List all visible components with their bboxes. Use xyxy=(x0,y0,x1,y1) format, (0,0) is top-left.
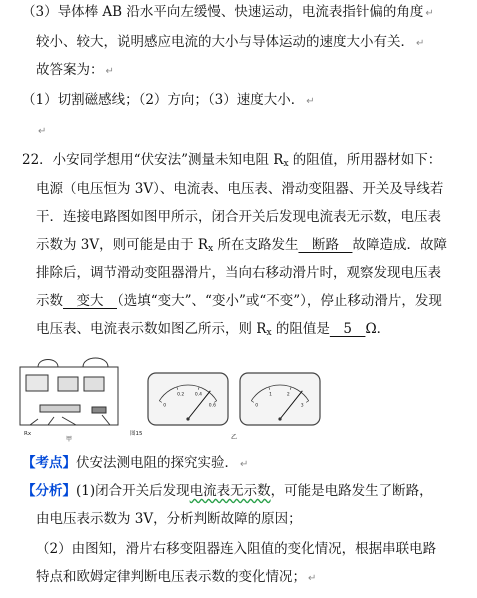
ammeter-tick-label: 0.6 xyxy=(208,403,216,409)
q22-line4-text: 示数为 3V，则可能是由于 R xyxy=(36,237,209,253)
voltmeter-tick-label: 3 xyxy=(300,403,304,409)
ammeter-dial xyxy=(148,373,228,425)
return-mark: ↵ xyxy=(240,459,249,470)
fenxi-line1 xyxy=(22,481,433,501)
fenxi-line2 xyxy=(36,509,302,529)
ammeter-tick-label: 0.2 xyxy=(177,392,185,398)
q22-line1 xyxy=(22,150,441,174)
circuit-diagram-jia xyxy=(20,358,118,425)
q22-line1-text: 22．小安同学想用“伏安法”测量未知电阻 R xyxy=(22,152,284,168)
q22-line7-text-c: Ω． xyxy=(365,321,391,337)
resistor-rx xyxy=(92,407,106,413)
para1-line1-text: （3）导体棒 AB 沿水平向左缓慢、快速运动，电流表指针偏的角度 xyxy=(22,4,424,20)
fenxi-line1-text-b: ，可能是电路发生了断路， xyxy=(270,483,433,499)
voltmeter-tick-label: 2 xyxy=(286,392,290,398)
q22-line5 xyxy=(36,263,441,283)
answer-blank-fault: 断路 xyxy=(298,237,353,253)
q22-line3 xyxy=(36,207,441,227)
circuit-figure xyxy=(18,355,348,445)
fenxi-line1-text: (1)闭合开关后发现 xyxy=(76,483,190,499)
caption-yi: 乙 xyxy=(231,434,238,441)
empty-line xyxy=(36,120,46,142)
ammeter-tick-label: 0 xyxy=(163,403,167,409)
wire-loop xyxy=(83,358,108,367)
fenxi-wavy-text: 电流表无示数 xyxy=(189,483,271,499)
q22-line2-text: 电源（电压恒为 3V）、电流表、电压表、滑动变阻器、开关及导线若 xyxy=(36,181,444,197)
ammeter-needle-hub xyxy=(186,417,189,420)
return-mark: ↵ xyxy=(425,8,434,19)
return-mark: ↵ xyxy=(308,573,317,584)
q22-line6-text-b: （选填“变大”、“变小”或“不变”），停止移动滑片，发现 xyxy=(117,293,442,309)
label-rx: Rx xyxy=(24,431,32,437)
fenxi-line3-text: （2）由图知，滑片右移变阻器连入阻值的变化情况，根据串联电路 xyxy=(36,541,437,557)
q22-line5-text: 排除后，调节滑动变阻器滑片，当向右移动滑片时，观察发现电压表 xyxy=(36,265,441,281)
ammeter-tick-label: 0.4 xyxy=(194,392,203,398)
return-mark: ↵ xyxy=(416,38,425,49)
return-mark: ↵ xyxy=(38,126,47,137)
kaodian-line xyxy=(22,453,248,475)
wire-loop xyxy=(38,360,58,368)
q22-line6-text: 示数 xyxy=(36,293,63,309)
answer-heading: 故答案为： xyxy=(36,62,104,78)
fenxi-line4 xyxy=(36,567,316,589)
voltmeter-tick-label: 1 xyxy=(269,392,272,398)
q22-line7-text: 电压表、电流表示数如图乙所示，则 R xyxy=(36,321,267,337)
para1-line2 xyxy=(36,32,424,54)
fenxi-line4-text: 特点和欧姆定律判断电压表示数的变化情况； xyxy=(36,569,306,585)
q22-line2 xyxy=(36,179,443,199)
voltmeter-tick-label: 0 xyxy=(255,403,259,409)
ammeter-device xyxy=(58,377,78,391)
q22-line6 xyxy=(36,291,442,311)
subscript-x: x xyxy=(208,244,214,254)
subscript-x: x xyxy=(283,159,289,169)
caption-jia: 甲 xyxy=(66,436,73,443)
para1-line1 xyxy=(22,2,434,24)
fenxi-line3 xyxy=(36,539,436,559)
q22-line4-text-c: 故障造成．故障 xyxy=(352,237,447,253)
para1-line4 xyxy=(22,90,315,112)
answer-text: （1）切割磁感线；（2）方向；（3）速度大小． xyxy=(22,92,305,108)
q22-line7 xyxy=(36,319,390,343)
return-mark: ↵ xyxy=(306,96,315,107)
answer-blank-change: 变大 xyxy=(63,293,117,309)
subscript-x: x xyxy=(266,328,272,338)
para1-line3 xyxy=(36,60,114,82)
voltmeter-dial xyxy=(240,373,320,425)
answer-blank-resistance: 5 xyxy=(329,321,366,337)
caption-figure-number: 图15 xyxy=(130,431,143,437)
rheostat-device xyxy=(40,405,80,412)
fenxi-tag: 【分析】 xyxy=(22,483,76,499)
q22-line4 xyxy=(36,235,447,259)
q22-line1-text-b: 的阻值，所用器材如下： xyxy=(288,152,442,168)
q22-line7-text-b: 的阻值是 xyxy=(271,321,330,337)
para1-line2-text: 较小、较大，说明感应电流的大小与导体运动的速度大小有关． xyxy=(36,34,414,50)
fenxi-line2-text: 由电压表示数为 3V，分析判断故障的原因； xyxy=(36,511,302,527)
kaodian-tag: 【考点】 xyxy=(22,455,76,471)
voltmeter-needle-hub xyxy=(278,417,281,420)
q22-line3-text: 干．连接电路图如图甲所示，闭合开关后发现电流表无示数，电压表 xyxy=(36,209,441,225)
kaodian-text: 伏安法测电阻的探究实验． xyxy=(76,455,238,471)
battery-box xyxy=(26,375,48,391)
voltmeter-device xyxy=(84,377,104,391)
return-mark: ↵ xyxy=(105,66,114,77)
connecting-wires xyxy=(30,415,110,425)
q22-line4-text-b: 所在支路发生 xyxy=(213,237,299,253)
